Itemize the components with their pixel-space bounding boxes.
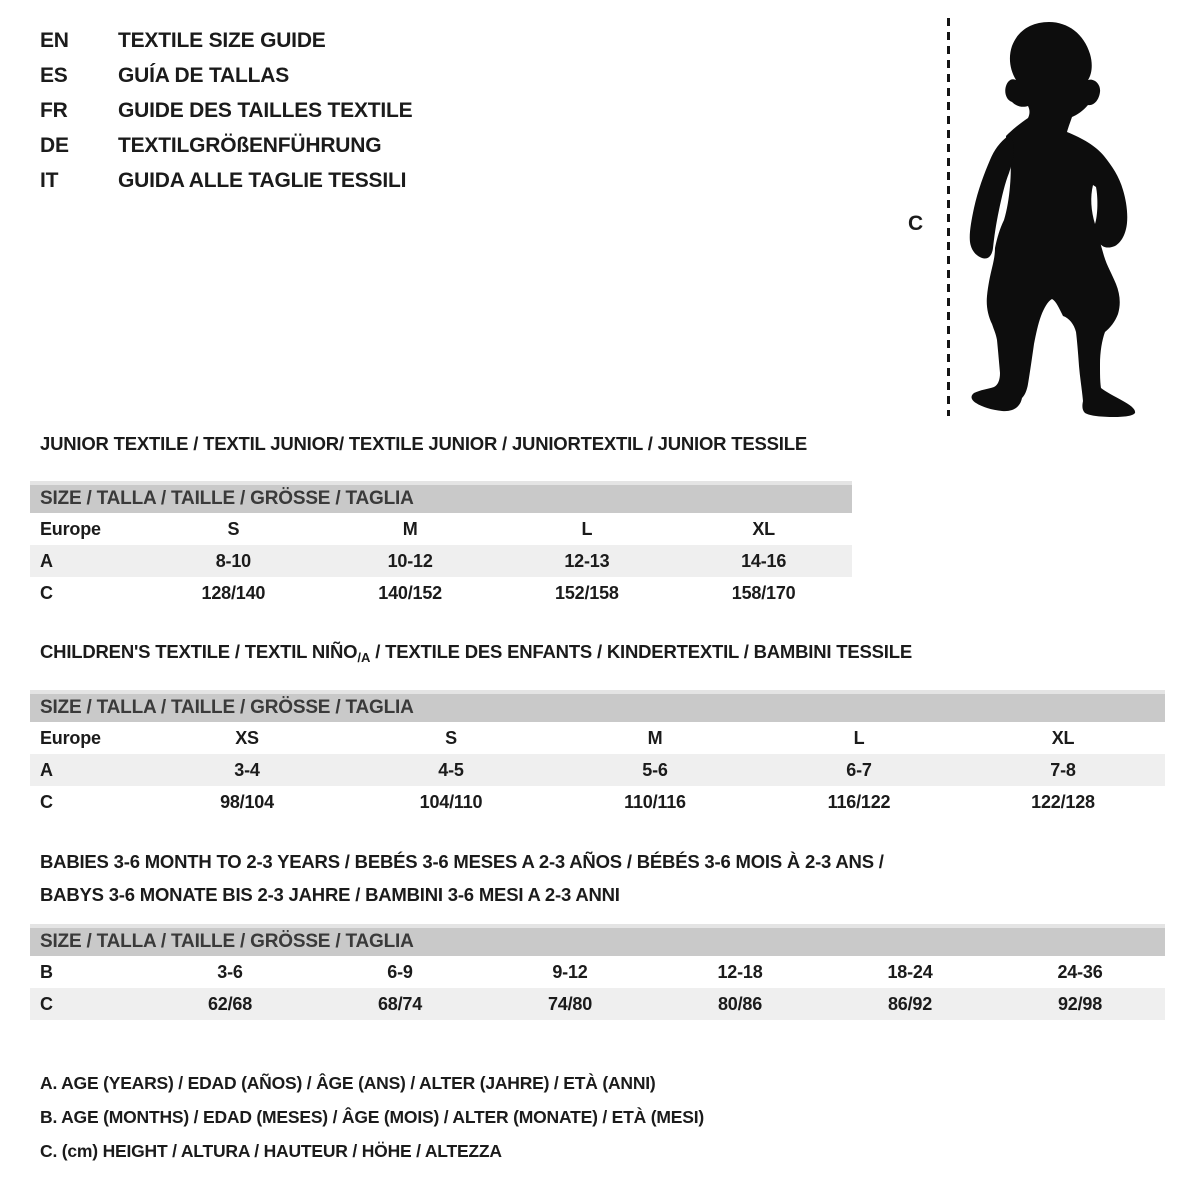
junior-size-table bbox=[30, 481, 852, 609]
row-label: C bbox=[40, 792, 53, 812]
height-cell: 92/98 bbox=[1057, 994, 1103, 1014]
toddler-silhouette-image bbox=[964, 18, 1139, 418]
age-cell: 14-16 bbox=[741, 551, 787, 571]
guide-title-de: TEXTILGRÖßENFÜHRUNG bbox=[118, 134, 382, 157]
months-cell: 9-12 bbox=[552, 962, 588, 982]
height-cell: 140/152 bbox=[378, 583, 442, 603]
age-cell: 10-12 bbox=[387, 551, 433, 571]
language-row bbox=[40, 100, 412, 122]
footnote-age-years: A. AGE (YEARS) / EDAD (AÑOS) / ÂGE (ANS) / ALTER (JAHRE) / ETÀ (ANNI) bbox=[40, 1073, 656, 1093]
height-cell: 98/104 bbox=[220, 792, 274, 812]
babies-section-title bbox=[40, 845, 1170, 911]
age-cell: 7-8 bbox=[1050, 760, 1076, 780]
age-cell: 4-5 bbox=[438, 760, 464, 780]
months-cell: 24-36 bbox=[1057, 962, 1103, 982]
months-cell: 6-9 bbox=[387, 962, 413, 982]
size-cell: M bbox=[402, 519, 418, 539]
table-row-height bbox=[30, 577, 852, 609]
row-label: Europe bbox=[40, 519, 101, 539]
children-section-title bbox=[40, 641, 912, 669]
legend-footnotes bbox=[40, 1066, 704, 1168]
height-cell: 68/74 bbox=[377, 994, 423, 1014]
guide-title-en: TEXTILE SIZE GUIDE bbox=[118, 29, 326, 52]
age-cell: 6-7 bbox=[846, 760, 872, 780]
language-code: ES bbox=[40, 64, 68, 87]
height-cell: 158/170 bbox=[731, 583, 796, 603]
row-label: A bbox=[40, 760, 53, 780]
size-header-label: SIZE / TALLA / TAILLE / GRÖSSE / TAGLIA bbox=[40, 488, 414, 509]
height-cell: 80/86 bbox=[717, 994, 763, 1014]
row-label: C bbox=[40, 583, 53, 603]
age-cell: 8-10 bbox=[215, 551, 251, 571]
height-cell: 128/140 bbox=[201, 583, 266, 603]
size-header-bar bbox=[30, 690, 1165, 722]
size-cell: S bbox=[227, 519, 240, 539]
size-header-bar bbox=[30, 481, 852, 513]
children-title-subscript: /A bbox=[357, 650, 371, 665]
guide-title-it: GUIDA ALLE TAGLIE TESSILI bbox=[118, 169, 407, 192]
height-measure-dashed-line bbox=[947, 18, 950, 416]
junior-section-title: JUNIOR TEXTILE / TEXTIL JUNIOR/ TEXTILE JUNIOR / JUNIORTEXTIL / JUNIOR TESSILE bbox=[40, 433, 807, 454]
size-header-label: SIZE / TALLA / TAILLE / GRÖSSE / TAGLIA bbox=[40, 931, 414, 952]
children-title-part: / TEXTILE DES ENFANTS / KINDERTEXTIL / BAMBINI TESSILE bbox=[370, 641, 912, 662]
height-cell: 74/80 bbox=[547, 994, 593, 1014]
size-cell: S bbox=[445, 728, 457, 748]
language-code: FR bbox=[40, 99, 68, 122]
size-cell: L bbox=[853, 728, 865, 748]
babies-size-table bbox=[30, 924, 1165, 1020]
size-cell: XL bbox=[752, 519, 775, 539]
row-label: Europe bbox=[40, 728, 101, 748]
footnote-age-months: B. AGE (MONTHS) / EDAD (MESES) / ÂGE (MOIS) / ALTER (MONATE) / ETÀ (MESI) bbox=[40, 1107, 704, 1127]
guide-title-fr: GUIDE DES TAILLES TEXTILE bbox=[118, 99, 413, 122]
row-label: B bbox=[40, 962, 53, 982]
guide-title-es: GUÍA DE TALLAS bbox=[118, 64, 290, 87]
table-row-height bbox=[30, 988, 1165, 1020]
age-cell: 3-4 bbox=[234, 760, 260, 780]
size-cell: XL bbox=[1051, 728, 1075, 748]
language-code: EN bbox=[40, 29, 69, 52]
table-row-age bbox=[30, 545, 852, 577]
height-cell: 110/116 bbox=[624, 792, 686, 812]
table-row-europe bbox=[30, 722, 1165, 754]
height-cell: 62/68 bbox=[207, 994, 253, 1014]
size-cell: L bbox=[581, 519, 593, 539]
language-row bbox=[40, 30, 412, 52]
language-title-list bbox=[40, 30, 412, 205]
children-size-table bbox=[30, 690, 1165, 818]
height-cell: 86/92 bbox=[887, 994, 933, 1014]
row-label: A bbox=[40, 551, 53, 571]
height-cell: 152/158 bbox=[555, 583, 619, 603]
children-title-part: CHILDREN'S TEXTILE / TEXTIL NIÑO bbox=[40, 641, 358, 662]
table-row-months bbox=[30, 956, 1165, 988]
months-cell: 18-24 bbox=[887, 962, 933, 982]
height-figure bbox=[900, 16, 1162, 422]
months-cell: 3-6 bbox=[217, 962, 243, 982]
height-measure-label: C bbox=[908, 212, 923, 235]
table-row-europe bbox=[30, 513, 852, 545]
language-row bbox=[40, 135, 412, 157]
size-cell: M bbox=[647, 728, 663, 748]
size-header-label: SIZE / TALLA / TAILLE / GRÖSSE / TAGLIA bbox=[40, 697, 414, 718]
age-cell: 5-6 bbox=[642, 760, 668, 780]
height-cell: 116/122 bbox=[827, 792, 891, 812]
months-cell: 12-18 bbox=[717, 962, 763, 982]
language-code: DE bbox=[40, 134, 69, 157]
table-row-height bbox=[30, 786, 1165, 818]
language-code: IT bbox=[40, 169, 59, 192]
row-label: C bbox=[40, 994, 53, 1014]
size-cell: XS bbox=[235, 728, 259, 748]
height-cell: 104/110 bbox=[419, 792, 483, 812]
footnote-height-cm: C. (cm) HEIGHT / ALTURA / HAUTEUR / HÖHE / ALTEZZA bbox=[40, 1141, 502, 1161]
age-cell: 12-13 bbox=[564, 551, 610, 571]
language-row bbox=[40, 65, 412, 87]
language-row bbox=[40, 170, 412, 192]
size-header-bar bbox=[30, 924, 1165, 956]
height-cell: 122/128 bbox=[1031, 792, 1095, 812]
table-row-age bbox=[30, 754, 1165, 786]
babies-title-line2: BABYS 3-6 MONATE BIS 2-3 JAHRE / BAMBINI 3-6 MESI A 2-3 ANNI bbox=[40, 884, 620, 905]
babies-title-line1: BABIES 3-6 MONTH TO 2-3 YEARS / BEBÉS 3-6 MESES A 2-3 AÑOS / BÉBÉS 3-6 MOIS À 2-3 ANS / bbox=[40, 851, 884, 872]
